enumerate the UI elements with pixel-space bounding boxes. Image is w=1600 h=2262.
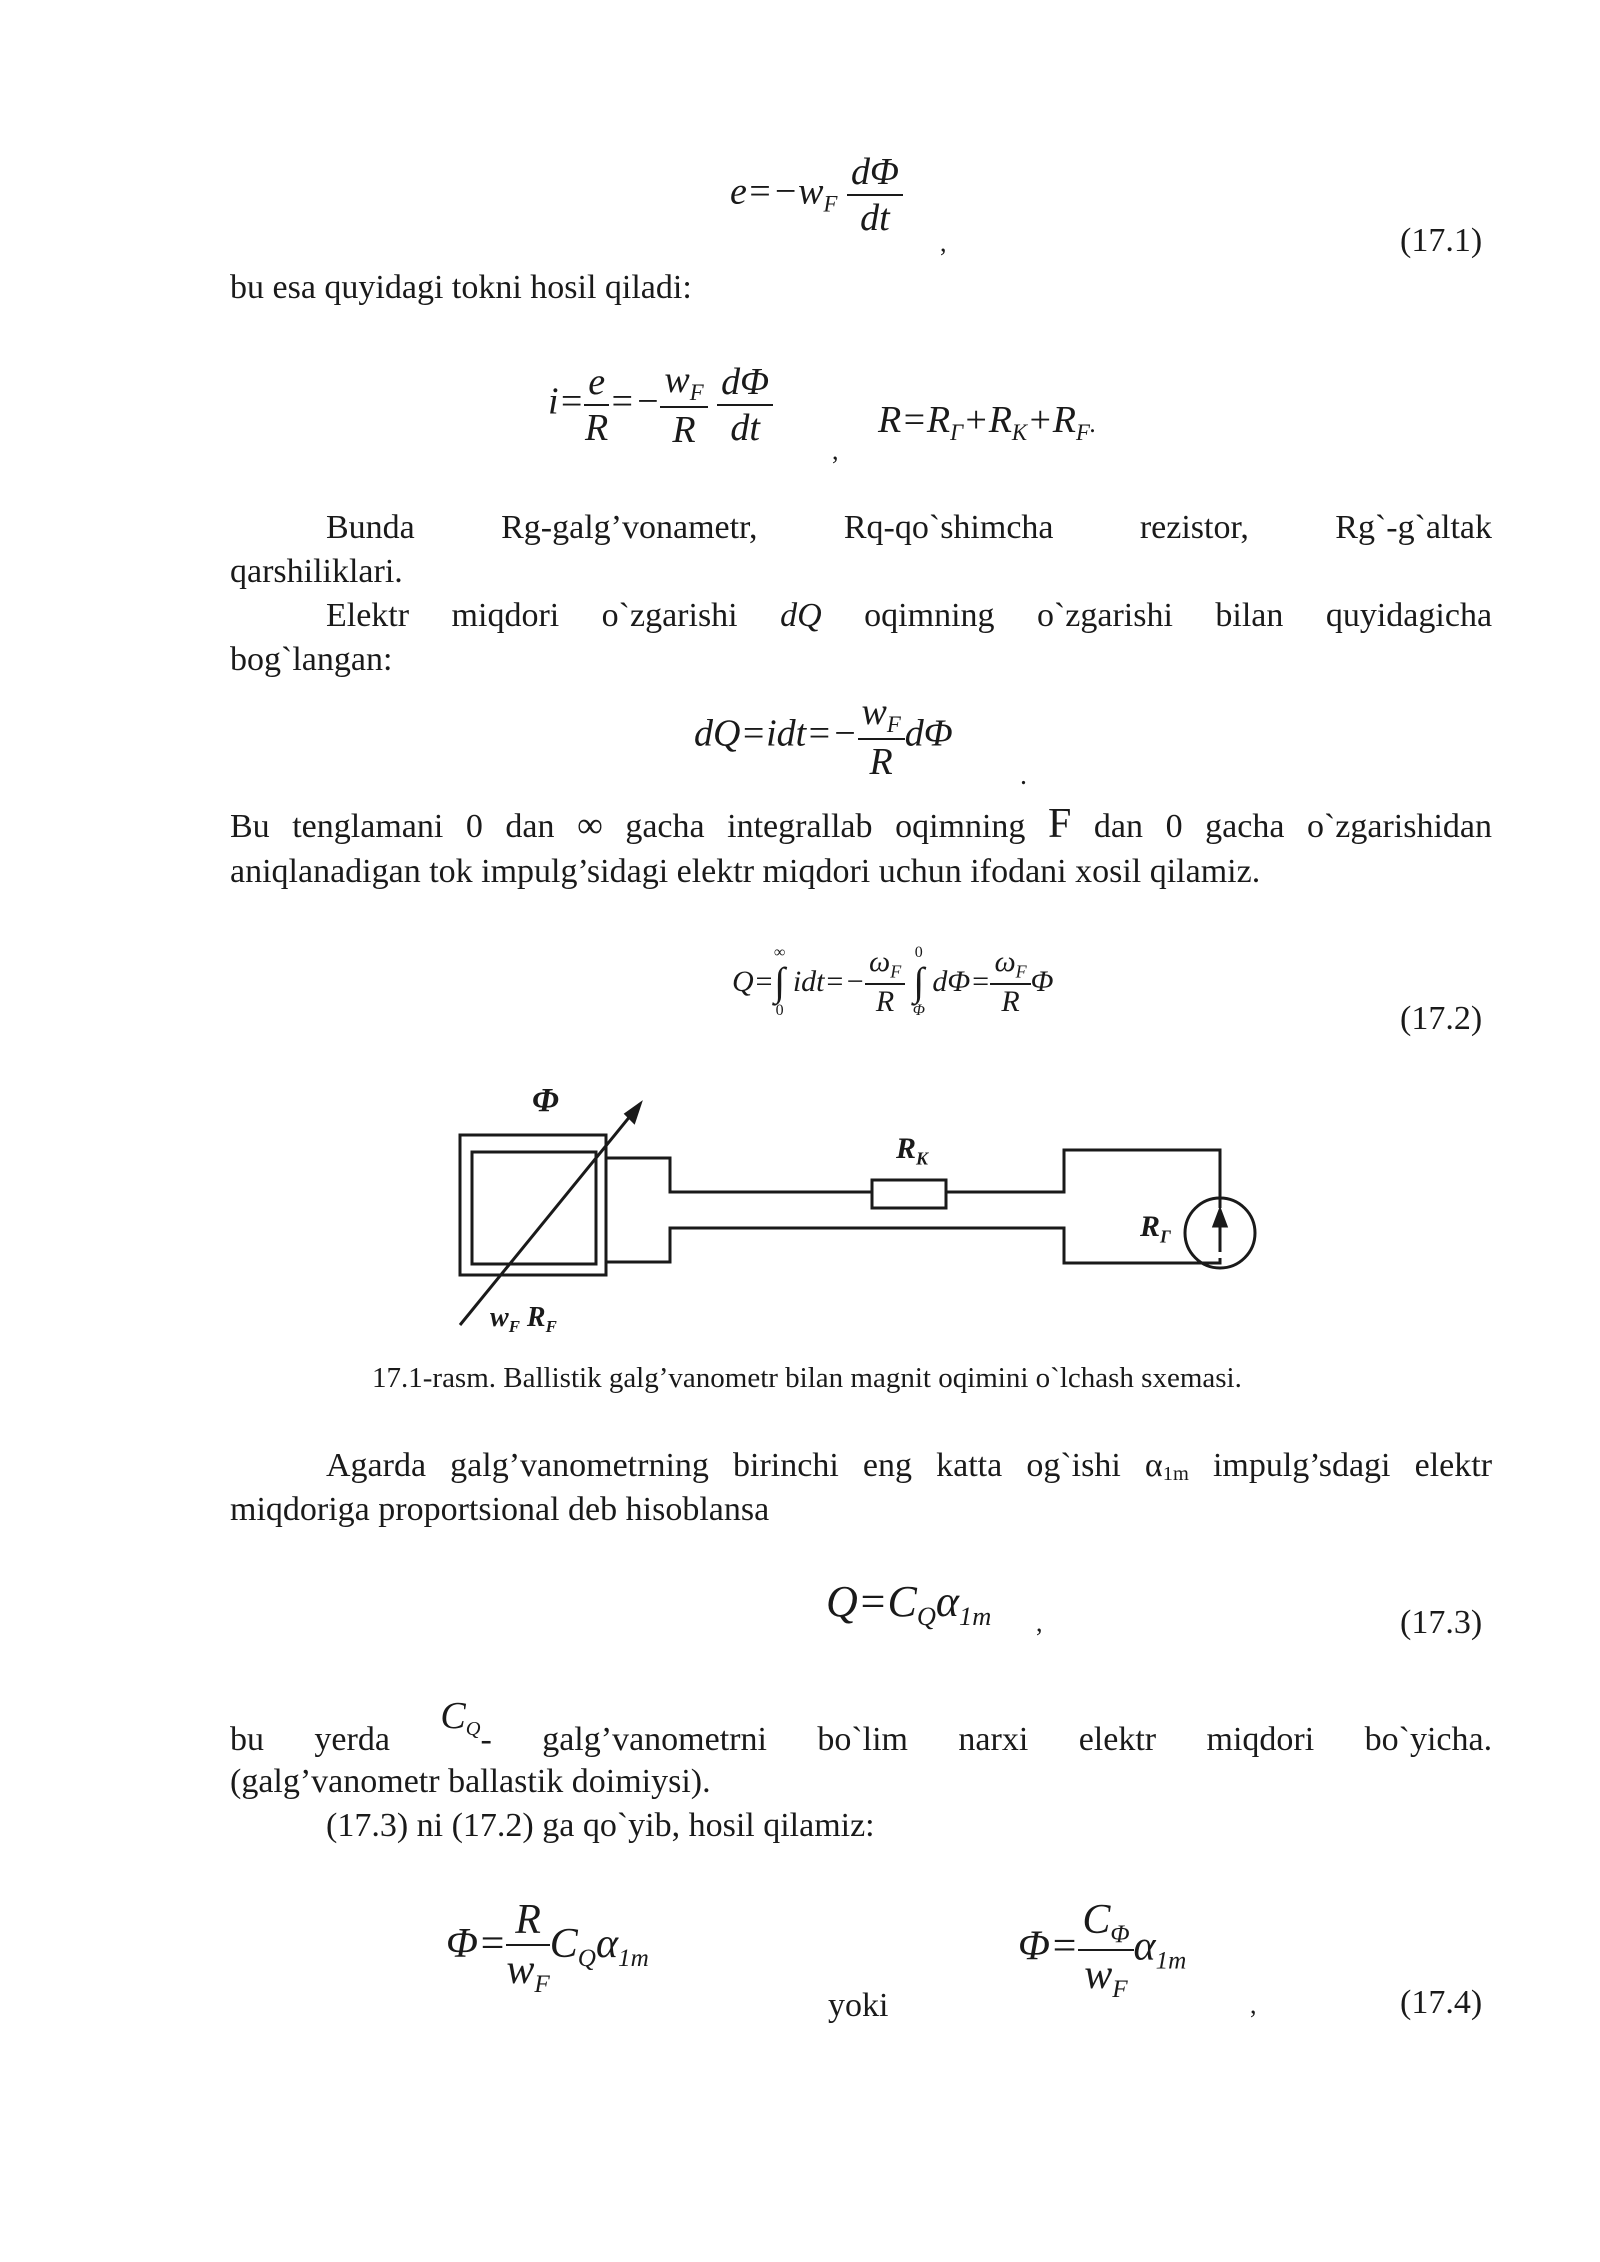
label-rg xyxy=(1140,1210,1171,1247)
fraction-denominator: R xyxy=(585,406,609,449)
fraction xyxy=(847,150,903,240)
alpha-symbol: α xyxy=(1144,1447,1163,1484)
equation-resistance-sum xyxy=(878,398,1096,446)
integral xyxy=(774,944,785,1020)
fraction-numerator: dΦ xyxy=(717,360,773,406)
eq-sub: Г xyxy=(950,419,964,445)
eq-lhs: Q= xyxy=(732,965,774,998)
word: Bunda xyxy=(326,509,415,546)
text-yoki: yoki xyxy=(828,1987,889,2024)
fraction-numerator: R xyxy=(506,1896,549,1946)
eq-comma: , xyxy=(832,436,839,465)
eq-sub: F xyxy=(1112,1975,1128,2003)
fraction xyxy=(858,690,905,784)
equation-17-4-right xyxy=(1018,1896,1186,2004)
eq-period: . xyxy=(1089,409,1097,438)
equation-number: (17.2) xyxy=(1400,1000,1483,1037)
eq-var: w xyxy=(664,359,690,401)
word: elektr xyxy=(1078,1721,1157,1758)
eq-sub: F xyxy=(823,191,838,217)
eq-expr: +R xyxy=(1027,399,1076,441)
eq-expr: +R xyxy=(963,399,1012,441)
fraction-numerator xyxy=(865,945,905,984)
fraction-denominator: dt xyxy=(860,197,890,239)
eq-sub: 1m xyxy=(618,1944,649,1972)
equation-17-2 xyxy=(732,944,1054,1034)
word: bo`lim xyxy=(817,1721,908,1758)
dash: - xyxy=(480,1721,492,1758)
integral-sign: ∫ xyxy=(774,959,786,1004)
inline-math: F xyxy=(1048,801,1072,847)
eq-sub: F xyxy=(534,1970,550,1998)
word: bo`yicha. xyxy=(1364,1721,1493,1758)
fraction-denominator xyxy=(1078,1951,1133,2004)
label-rg-main: R xyxy=(1140,1210,1161,1243)
eq-sub: K xyxy=(1011,419,1028,445)
figure-caption: 17.1-rasm. Ballistik galg’vanometr bilan magnit oqimini o`lchash sxemasi. xyxy=(372,1362,1242,1394)
eq-var: w xyxy=(798,170,824,213)
resistor-rk xyxy=(872,1180,946,1208)
eq-var: w xyxy=(1084,1951,1113,1998)
word: Rq-qo`shimcha rezistor, xyxy=(843,509,1249,546)
equation-current xyxy=(548,358,773,452)
eq-var: C xyxy=(1082,1897,1111,1943)
eq-expr: idt=− xyxy=(792,965,865,998)
fraction-numerator xyxy=(990,945,1030,984)
word: yerda xyxy=(314,1721,390,1758)
eq-period: . xyxy=(1020,760,1027,791)
eq-var: ω xyxy=(994,945,1016,979)
eq-sub: Q xyxy=(916,1601,936,1632)
integral-sign: ∫ xyxy=(913,959,925,1004)
fraction-numerator: e xyxy=(584,360,609,406)
equation-number: (17.1) xyxy=(1400,222,1483,259)
infinity-symbol: ∞ xyxy=(577,805,603,845)
label-rk-main: R xyxy=(896,1132,917,1165)
equation-number: (17.3) xyxy=(1400,1604,1483,1641)
integral-lower-limit: 0 xyxy=(775,1002,784,1019)
alpha-sub: 1m xyxy=(1162,1463,1189,1486)
eq-var: w xyxy=(861,691,887,733)
eq-var: α xyxy=(1133,1923,1156,1970)
integral-upper-limit: ∞ xyxy=(773,944,786,961)
fraction-numerator: dΦ xyxy=(847,150,903,196)
word: galg’vanometrni xyxy=(542,1721,767,1758)
wire-bottom xyxy=(606,1228,1220,1263)
wire-top-left xyxy=(606,1158,872,1192)
word: miqdori xyxy=(1206,1721,1315,1758)
label-rk-sub: K xyxy=(916,1148,929,1169)
label-wf-rf xyxy=(490,1302,557,1337)
fraction-denominator: R xyxy=(875,984,895,1018)
eq-sub: F xyxy=(890,961,902,982)
integral xyxy=(913,944,925,1020)
eq-var: ω xyxy=(869,945,891,979)
paragraph-line: (galg’vanometr ballastik doimiysi). xyxy=(230,1763,711,1800)
eq-comma: , xyxy=(1250,1990,1257,2019)
eq-lhs: e=− xyxy=(730,170,799,213)
fraction xyxy=(990,945,1030,1018)
paragraph-line xyxy=(326,506,1492,550)
fraction-numerator xyxy=(660,358,707,408)
integral-lower-limit: Φ xyxy=(912,1002,925,1019)
fraction-numerator xyxy=(858,690,905,740)
fraction xyxy=(660,358,707,452)
paragraph-line: aniqlanadigan tok impulg’sidagi elektr miqdori uchun ifodani xosil qilamiz. xyxy=(230,853,1261,890)
eq-expr: Φ xyxy=(1030,965,1054,998)
label-rk xyxy=(896,1132,928,1169)
text-run: impulg’sdagi elektr xyxy=(1212,1447,1493,1484)
eq-var: C xyxy=(549,1921,578,1968)
eq-sub: Q xyxy=(577,1944,596,1972)
eq-sub: F xyxy=(1015,961,1027,982)
paragraph-line: bog`langan: xyxy=(230,641,393,678)
label-rf-sub: F xyxy=(545,1316,557,1336)
equation-dq xyxy=(694,690,953,784)
eq-comma: , xyxy=(940,228,947,257)
paragraph-line xyxy=(326,594,1492,638)
fraction xyxy=(865,945,905,1018)
galvanometer-needle-tip xyxy=(1214,1210,1226,1226)
cq-symbol: C xyxy=(440,1695,466,1737)
eq-expr: R=R xyxy=(878,399,951,441)
wire-top-right xyxy=(946,1150,1220,1208)
inline-math xyxy=(440,1695,492,1758)
equation-number: (17.4) xyxy=(1400,1984,1483,2021)
text-run: Bu tenglamani 0 dan xyxy=(230,808,555,845)
word: bu xyxy=(230,1721,264,1758)
label-rf-main: R xyxy=(526,1302,546,1333)
text-line: bu esa quyidagi tokni hosil qiladi: xyxy=(230,269,692,306)
equation-17-3 xyxy=(826,1576,991,1632)
fraction-denominator: R xyxy=(869,740,893,783)
coil-inner-frame xyxy=(472,1152,596,1264)
eq-operator: =− xyxy=(609,380,661,423)
inline-math xyxy=(1145,1447,1189,1484)
eq-expr: dΦ xyxy=(904,712,953,755)
paragraph-line xyxy=(230,802,1492,849)
eq-expr: dΦ= xyxy=(932,965,991,998)
eq-sub: F xyxy=(689,379,704,405)
coil-outer-frame xyxy=(460,1135,606,1275)
eq-sub: F xyxy=(886,711,901,737)
label-wf-main: w xyxy=(490,1302,509,1333)
fraction xyxy=(506,1896,549,1999)
eq-var: α xyxy=(935,1577,959,1626)
equation-17-1 xyxy=(730,150,903,240)
paragraph-line: (17.3) ni (17.2) ga qo`yib, hosil qilamiz: xyxy=(326,1807,875,1844)
fraction-numerator xyxy=(1078,1896,1133,1951)
fraction-denominator: R xyxy=(672,408,696,451)
cq-sub: Q xyxy=(465,1718,481,1741)
word: Rg`-g`altak xyxy=(1335,509,1492,546)
paragraph-line: miqdoriga proportsional deb hisoblansa xyxy=(230,1491,770,1528)
text-run: dan 0 gacha o`zgarishidan xyxy=(1093,808,1493,845)
text-run: oqimning o`zgarishi bilan quyidagicha xyxy=(864,597,1493,634)
eq-lhs: Q=C xyxy=(826,1577,917,1626)
fraction-denominator: R xyxy=(1001,984,1020,1018)
eq-lhs: Φ= xyxy=(1018,1923,1079,1970)
eq-sub: 1m xyxy=(959,1601,992,1632)
label-wf-sub: F xyxy=(508,1316,520,1336)
eq-sub: 1m xyxy=(1155,1947,1187,1975)
eq-sub: Φ xyxy=(1110,1920,1130,1948)
paragraph-line: qarshiliklari. xyxy=(230,553,403,590)
figure-circuit xyxy=(440,1080,1270,1340)
word: narxi xyxy=(958,1721,1029,1758)
fraction xyxy=(1078,1896,1133,2004)
eq-comma: , xyxy=(1036,1608,1043,1637)
equation-17-4-left xyxy=(446,1896,649,1999)
eq-lhs: Φ= xyxy=(446,1921,507,1968)
eq-var: w xyxy=(506,1947,535,1993)
text-run: Agarda galg’vanometrning birinchi eng katta og`ishi xyxy=(326,1447,1121,1484)
fraction-denominator: dt xyxy=(730,406,760,449)
fraction-denominator xyxy=(506,1946,549,1999)
text-run: Elektr miqdori o`zgarishi xyxy=(326,597,738,634)
integral-upper-limit: 0 xyxy=(914,944,923,961)
fraction xyxy=(584,360,609,450)
label-phi: Φ xyxy=(532,1082,559,1119)
eq-var: α xyxy=(595,1921,618,1968)
label-rg-sub: Г xyxy=(1160,1226,1171,1247)
word: Rg-galg’vonametr, xyxy=(501,509,758,546)
fraction xyxy=(717,360,773,450)
eq-sub: F xyxy=(1075,419,1090,445)
inline-math: dQ xyxy=(780,597,822,634)
flux-arrow-line xyxy=(460,1104,640,1325)
text-run: gacha integrallab oqimning xyxy=(625,808,1026,845)
eq-lhs: dQ=idt=− xyxy=(694,712,858,755)
eq-lhs: i= xyxy=(548,380,585,423)
